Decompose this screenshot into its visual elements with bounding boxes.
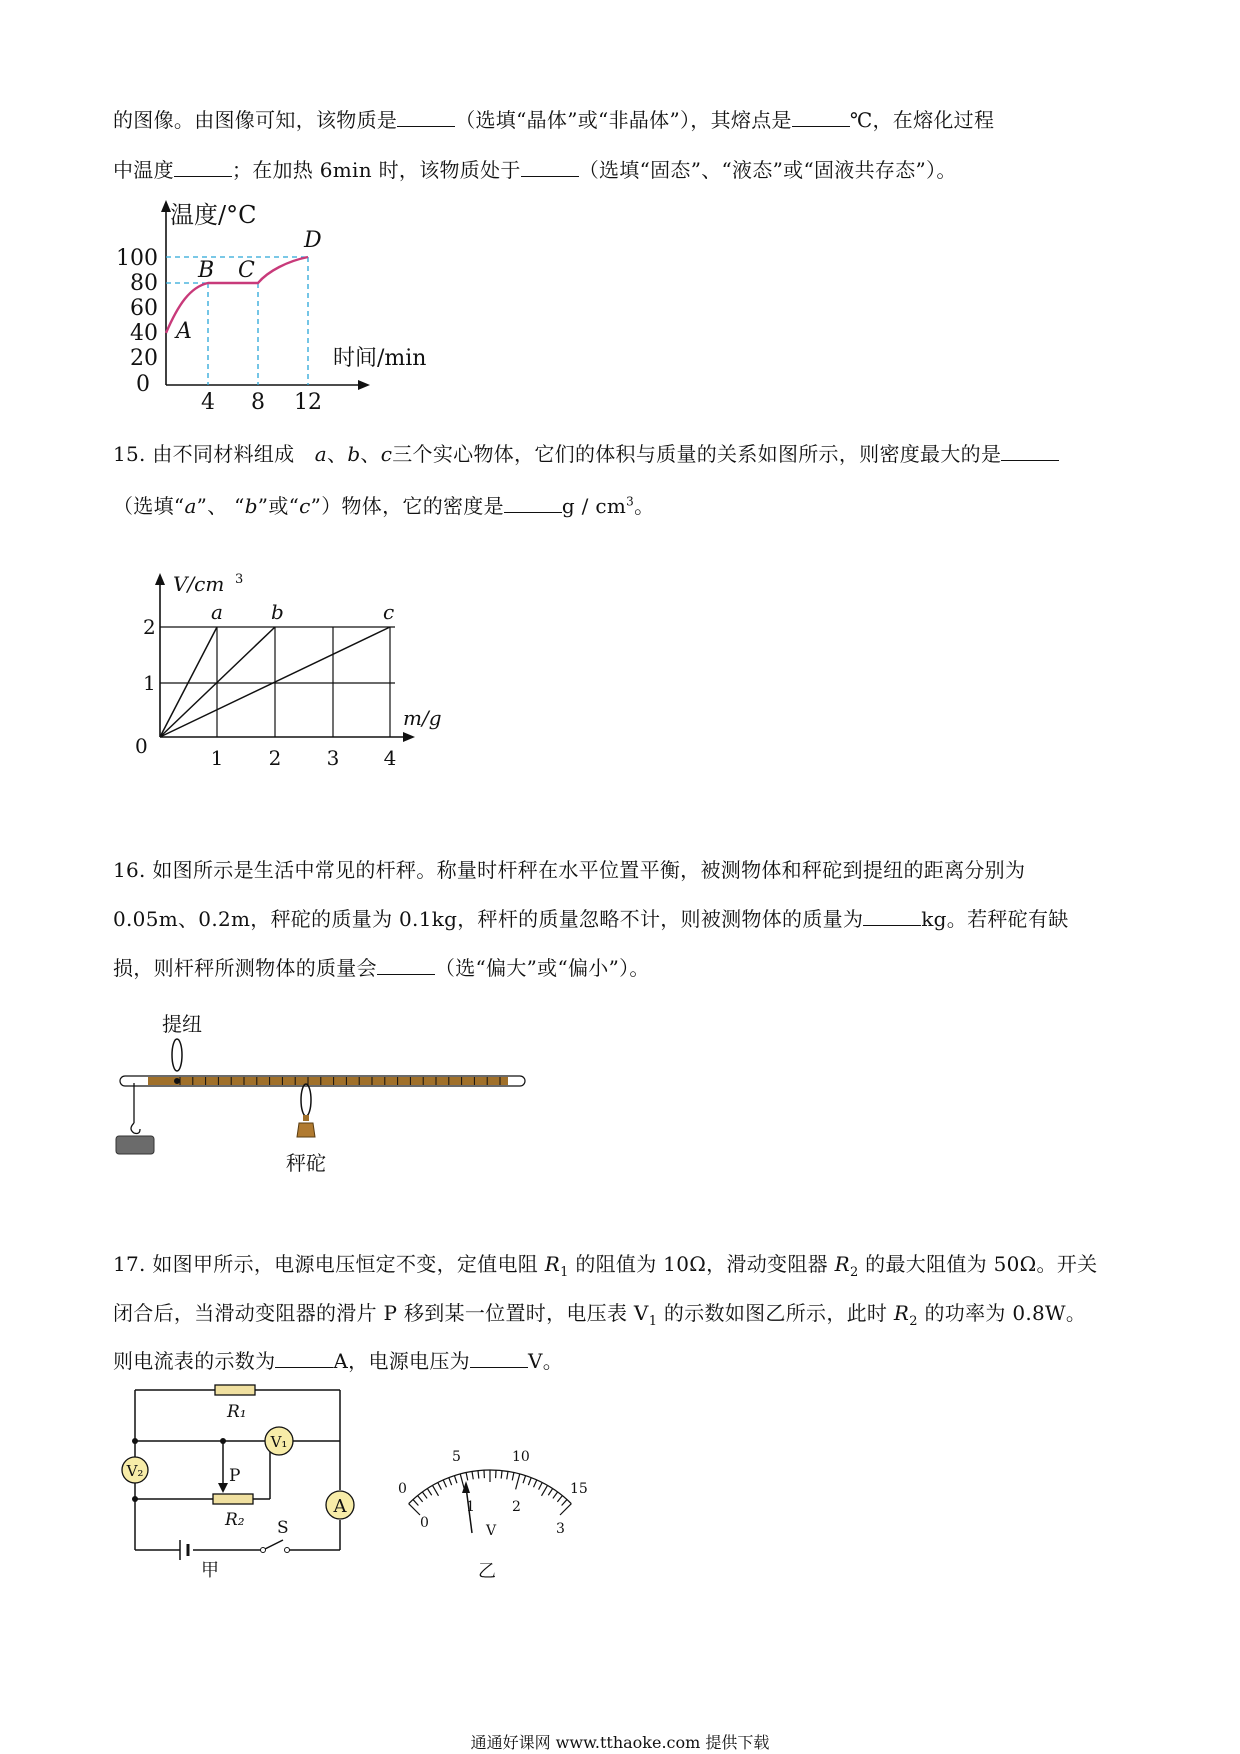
knob-label: 提纽: [162, 1012, 202, 1036]
q17-line-3: 则电流表的示数为 A，电源电压为 V。: [113, 1349, 563, 1373]
point-label-b: B: [198, 258, 215, 283]
svg-text:0: 0: [398, 1481, 407, 1497]
point-label-d: D: [304, 228, 322, 253]
svg-text:A: A: [333, 1496, 347, 1517]
svg-text:S: S: [277, 1518, 289, 1538]
answer-blank[interactable]: [377, 956, 435, 975]
melting-curve-graph: [108, 195, 468, 420]
graph2-ytick: 0: [135, 734, 148, 758]
svg-text:0: 0: [420, 1515, 429, 1531]
graph1-ytick: 60: [130, 296, 158, 321]
answer-blank[interactable]: [1001, 442, 1059, 461]
answer-blank[interactable]: [504, 494, 562, 513]
dial-caption: 乙: [478, 1561, 496, 1582]
graph1-ylabel: 温度/°C: [170, 201, 257, 229]
graph1-ytick: 0: [136, 372, 150, 397]
line-label-c: c: [383, 600, 395, 624]
graph2-xtick: 1: [210, 746, 224, 770]
svg-text:1: 1: [466, 1499, 475, 1515]
answer-blank[interactable]: [174, 158, 232, 177]
q16-line-3: 损，则杆秤所测物体的质量会 （选“偏大”或“偏小”）。: [113, 956, 650, 980]
svg-text:2: 2: [512, 1499, 521, 1515]
graph2-xtick: 2: [268, 746, 282, 770]
line-label-b: b: [271, 600, 284, 624]
q14-line-2: 中温度 ；在加热 6min 时，该物质处于 （选填“固态”、“液态”或“固液共存态”）。: [113, 158, 957, 182]
density-graph: [125, 565, 465, 775]
measured-object: [116, 1136, 154, 1154]
steelyard-weight: [297, 1123, 315, 1137]
graph1-xlabel: 时间/min: [333, 346, 427, 371]
answer-blank[interactable]: [470, 1349, 528, 1368]
circuit-caption: 甲: [201, 1560, 219, 1580]
graph1-ytick: 20: [130, 346, 158, 371]
steelyard-figure: [110, 1005, 530, 1180]
resistor-r1: [215, 1385, 255, 1395]
graph2-ytick: 2: [143, 615, 156, 639]
graph2-ylabel: V/cm: [173, 572, 225, 596]
q15-line-2: （选填“a”、 “b”或“c”）物体，它的密度是 g / $cm^3$。: [113, 494, 655, 518]
point-label-a: A: [176, 319, 192, 344]
svg-text:V₂: V₂: [126, 1462, 144, 1480]
graph2-ylabel-sup: 3: [235, 572, 244, 587]
page-footer: 通通好课网 www.tthaoke.com 提供下载: [470, 1733, 770, 1752]
answer-blank[interactable]: [521, 158, 579, 177]
svg-text:P: P: [229, 1466, 241, 1486]
knob-loop: [172, 1039, 182, 1071]
line-a: [160, 627, 217, 737]
answer-blank[interactable]: [863, 907, 921, 926]
graph2-xtick: 4: [383, 746, 397, 770]
graph1-xtick: 12: [294, 390, 322, 415]
graph1-ytick: 40: [130, 321, 158, 346]
svg-text:3: 3: [556, 1521, 565, 1537]
answer-blank[interactable]: [397, 108, 455, 127]
graph1-ytick: 100: [116, 246, 158, 271]
svg-text:R₂: R₂: [225, 1510, 245, 1530]
resistor-r2: [213, 1494, 253, 1504]
voltmeter-dial: [390, 1435, 610, 1590]
circuit-diagram: [115, 1375, 365, 1580]
line-label-a: a: [211, 600, 223, 624]
weight-label: 秤砣: [286, 1151, 326, 1175]
svg-text:5: 5: [452, 1449, 461, 1465]
graph2-xtick: 3: [326, 746, 340, 770]
q16-line-2: 0.05m、0.2m，秤砣的质量为 0.1kg，秤杆的质量忽略不计，则被测物体的质量为 kg。若秤砣有缺: [113, 907, 1069, 931]
graph1-xtick: 8: [251, 390, 265, 415]
svg-text:10: 10: [512, 1449, 530, 1465]
svg-text:V₁: V₁: [270, 1433, 288, 1451]
graph2-xlabel: m/g: [403, 706, 442, 730]
svg-text:V: V: [486, 1523, 497, 1539]
point-label-c: C: [238, 258, 255, 283]
q17-line-1: 17. 如图甲所示，电源电压恒定不变，定值电阻 $R_1$ 的阻值为 10Ω，滑动变阻器 $R_2$ 的最大阻值为 50Ω。开关: [113, 1252, 1098, 1280]
graph2-ytick: 1: [143, 671, 156, 695]
svg-text:R₁: R₁: [227, 1402, 247, 1422]
graph1-xtick: 4: [201, 390, 215, 415]
answer-blank[interactable]: [792, 108, 850, 127]
q17-line-2: 闭合后，当滑动变阻器的滑片 P 移到某一位置时，电压表 $V_1$ 的示数如图乙所示，此时 $R_2$ 的功率为 0.8W。: [113, 1301, 1087, 1329]
q14-line-1: 的图像。由图像可知，该物质是 （选填“晶体”或“非晶体”），其熔点是 ℃，在熔化过程: [113, 108, 995, 132]
q16-line-1: 16. 如图所示是生活中常见的杆秤。称量时杆秤在水平位置平衡，被测物体和秤砣到提纽的距离分别为: [113, 858, 1026, 882]
graph1-ytick: 80: [130, 271, 158, 296]
answer-blank[interactable]: [275, 1349, 333, 1368]
svg-text:15: 15: [570, 1481, 588, 1497]
q15-line-1: 15. 由不同材料组成 a、b、c三个实心物体，它们的体积与质量的关系如图所示，则密度最大的是: [113, 438, 1059, 467]
